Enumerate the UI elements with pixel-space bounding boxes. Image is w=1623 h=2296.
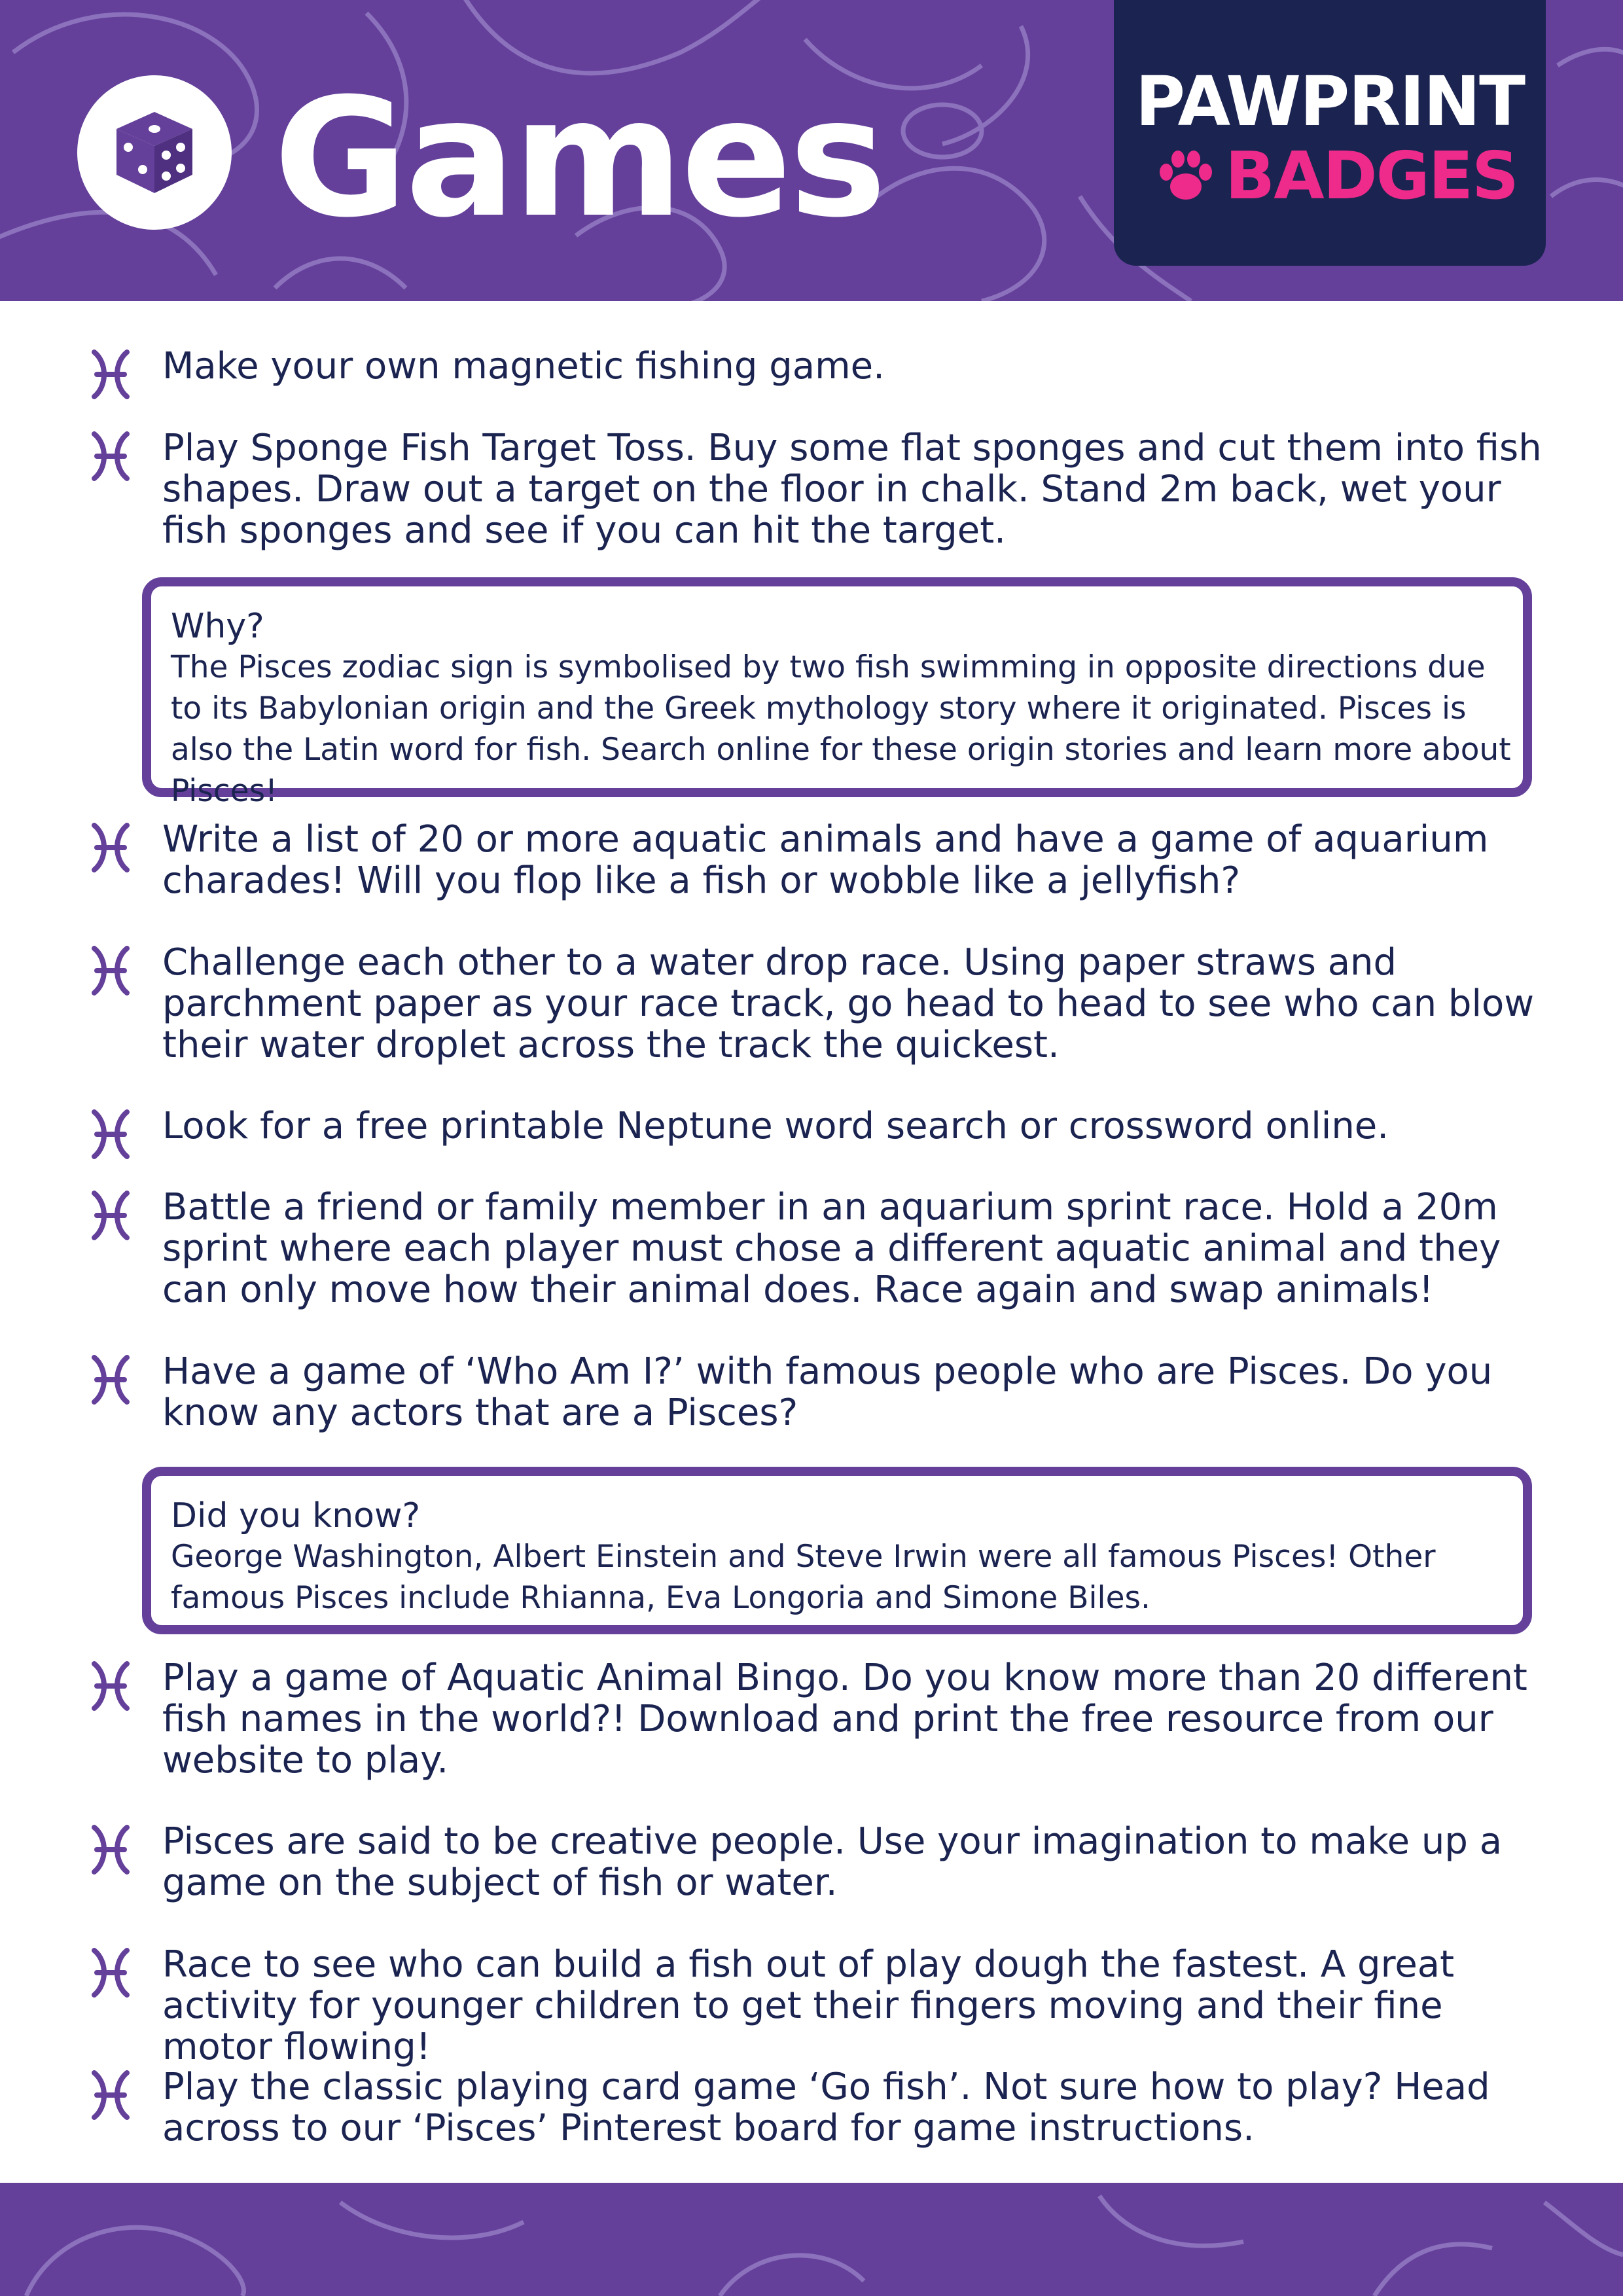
pisces-icon	[88, 430, 134, 482]
list-item-text: Challenge each other to a water drop race. Using paper straws and parchment paper as your race track, go head to head to see who can blow their water droplet across the track the quickest.	[162, 941, 1535, 1066]
dice-badge	[77, 75, 232, 230]
pisces-icon	[88, 348, 134, 401]
pisces-icon	[88, 1189, 134, 1242]
header-band	[0, 0, 1623, 301]
list-item-text: Write a list of 20 or more aquatic animals and have a game of aquarium charades! Will you flop like a fish or wobble like a jellyfish?	[162, 818, 1489, 902]
why-box	[142, 577, 1532, 809]
pisces-icon	[88, 944, 134, 997]
list-item-text: Race to see who can build a fish out of play dough the fastest. A great activity for younger children to get their fingers moving and their fine motor flowing!	[162, 1943, 1455, 2068]
dice-icon	[109, 107, 200, 198]
logo-line-2: BADGES	[1225, 137, 1518, 214]
pawprint-badges-logo	[1114, 0, 1546, 266]
logo-line-1: PAWPRINT	[1135, 62, 1525, 141]
did-you-know-body: George Washington, Albert Einstein and Steve Irwin were all famous Pisces! Other famous Pisces include Rhianna, Eva Longoria and Simone Biles.	[171, 1539, 1436, 1616]
why-body: The Pisces zodiac sign is symbolised by two fish swimming in opposite directions due to its Babylonian origin and the Greek mythology story where it originated. Pisces is also the Latin word for fish. Search online for these origin stories and learn more about Pisces!	[171, 649, 1511, 809]
did-you-know-heading: Did you know?	[171, 1496, 421, 1535]
pisces-icon	[88, 2069, 134, 2121]
list-item-text: Battle a friend or family member in an aquarium sprint race. Hold a 20m sprint where each player must chose a different aquatic animal and they can only move how their animal does. Race again and swap animals!	[162, 1186, 1501, 1311]
footer-band	[0, 2183, 1623, 2296]
list-item-text: Have a game of ‘Who Am I?’ with famous people who are Pisces. Do you know any actors that are a Pisces?	[162, 1350, 1493, 1434]
pisces-icon	[88, 1108, 134, 1160]
pisces-icon	[88, 1660, 134, 1712]
list-item-text: Play Sponge Fish Target Toss. Buy some flat sponges and cut them into fish shapes. Draw out a target on the floor in chalk. Stand 2m back, wet your fish sponges and see if you can hit the target.	[162, 427, 1542, 552]
pisces-icon	[88, 1823, 134, 1876]
list-item-text: Make your own magnetic fishing game.	[162, 345, 885, 387]
pisces-icon	[88, 1946, 134, 1999]
logo-line-2-row	[1153, 137, 1518, 214]
paw-icon	[1153, 143, 1219, 209]
pisces-icon	[88, 1354, 134, 1406]
page-title: Games	[274, 63, 884, 253]
why-heading: Why?	[171, 607, 264, 646]
list-item-text: Play the classic playing card game ‘Go fish’. Not sure how to play? Head across to our ‘Pisces’ Pinterest board for game instructions.	[162, 2066, 1490, 2149]
list-item-text: Play a game of Aquatic Animal Bingo. Do you know more than 20 different fish names in the world?! Download and print the free resource from our website to play.	[162, 1657, 1527, 1782]
did-you-know-box	[142, 1467, 1532, 1634]
list-item-text: Look for a free printable Neptune word search or crossword online.	[162, 1105, 1389, 1147]
pisces-icon	[88, 821, 134, 874]
list-item-text: Pisces are said to be creative people. Use your imagination to make up a game on the subject of fish or water.	[162, 1820, 1503, 1904]
decorative-animal-outlines	[0, 2183, 1623, 2296]
